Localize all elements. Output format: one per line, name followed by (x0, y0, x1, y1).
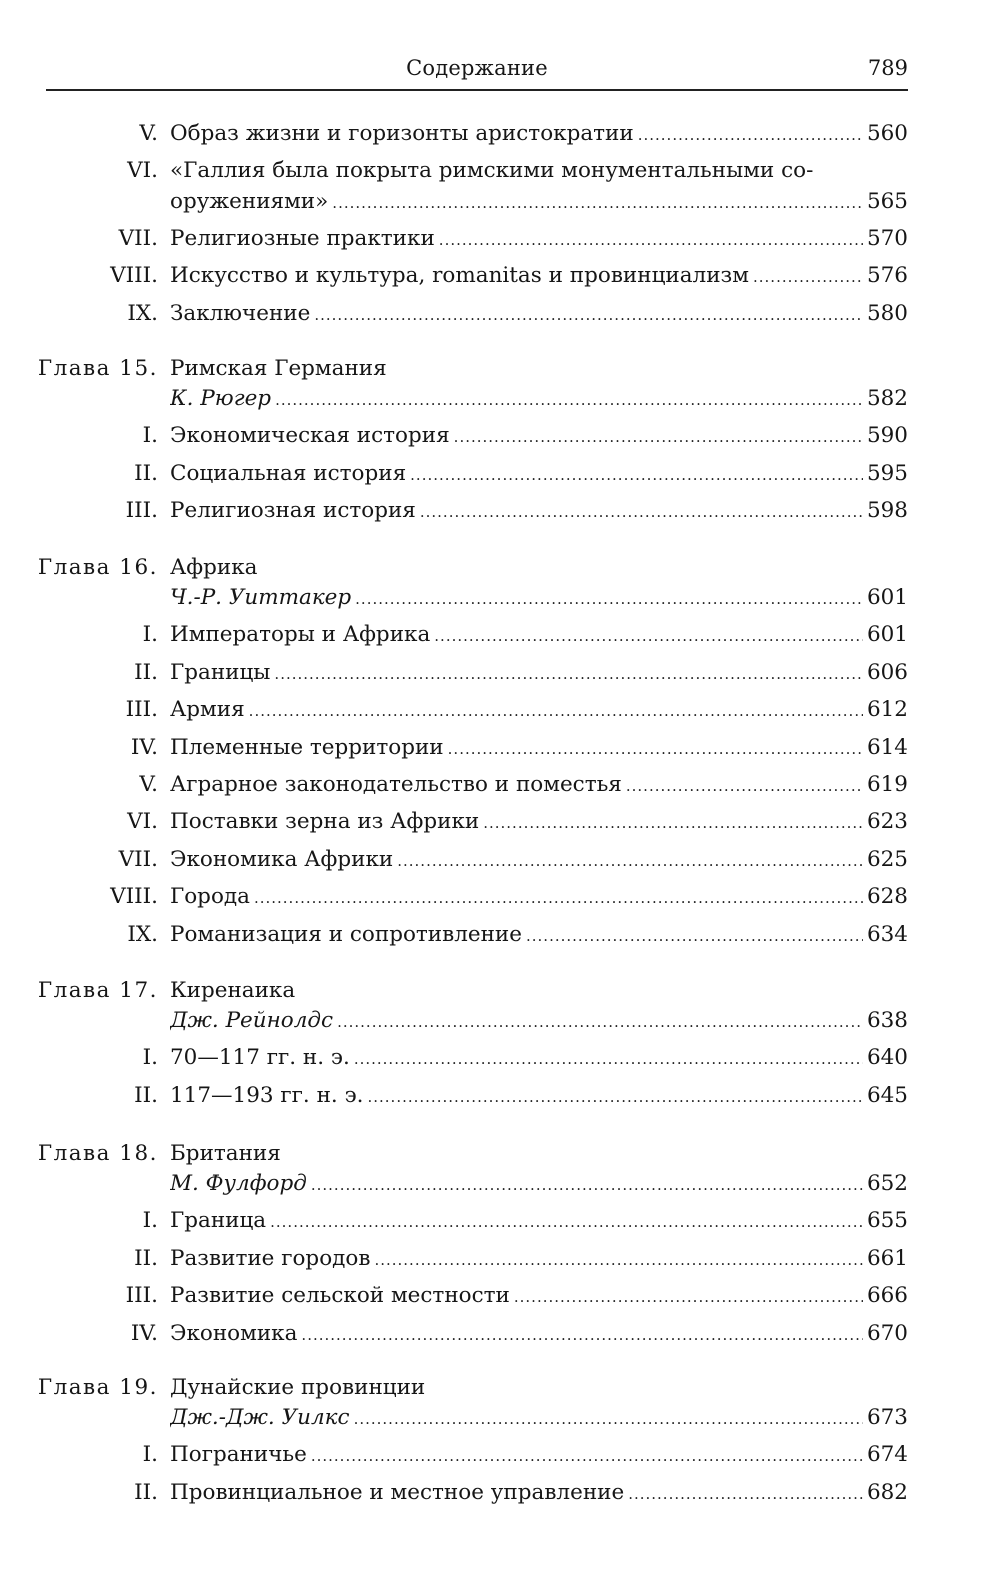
chapter-heading (10, 1373, 908, 1403)
dot-leader (254, 883, 863, 913)
entry-number: IV. (130, 1320, 158, 1346)
entry-title: Пограничье (170, 1442, 307, 1468)
entry-title: Императоры и Африка (170, 622, 431, 648)
entry-title: Граница (170, 1208, 267, 1234)
toc-entry (10, 1206, 908, 1236)
entry-page-number: 570 (866, 226, 908, 251)
entry-number: II. (134, 1245, 158, 1271)
entry-page-number: 565 (866, 189, 908, 214)
entry-title: Развитие сельской местности (170, 1283, 510, 1309)
chapter-label: Глава 16. (37, 555, 158, 580)
toc-entry (10, 807, 908, 837)
author-name: М. Фулфорд (170, 1171, 307, 1196)
dot-leader (311, 1441, 863, 1471)
dot-leader (274, 659, 863, 689)
toc-entry (10, 261, 908, 291)
dot-leader (301, 1320, 863, 1350)
dot-leader (628, 1479, 863, 1509)
entry-page-number: 606 (866, 659, 908, 685)
toc-entry (10, 1319, 908, 1349)
entry-title: Экономика (170, 1320, 298, 1346)
dot-leader (483, 808, 863, 838)
dot-leader (397, 846, 863, 876)
chapter-author (10, 384, 908, 414)
entry-title: Племенные территории (170, 734, 444, 760)
entry-page-number: 625 (866, 846, 908, 872)
dot-leader (367, 1082, 862, 1112)
entry-page-number: 652 (866, 1171, 908, 1196)
chapter-author (10, 583, 908, 613)
entry-page-number: 612 (866, 697, 908, 723)
chapter-author (10, 1403, 908, 1433)
entry-number: II. (134, 1479, 158, 1505)
entry-page-number: 576 (866, 263, 908, 288)
entry-title: Экономика Африки (170, 846, 394, 872)
entry-number: II. (134, 1082, 158, 1108)
entry-number: I. (142, 1442, 158, 1468)
entry-page-number: 582 (866, 386, 908, 411)
toc-entry (10, 1478, 908, 1508)
dot-leader (514, 1282, 863, 1312)
chapter-label: Глава 15. (37, 356, 158, 381)
entry-title: Границы (170, 659, 271, 685)
dot-leader (626, 771, 863, 801)
toc-entry (10, 845, 908, 875)
dot-leader (270, 1207, 863, 1237)
chapter-label: Глава 17. (37, 978, 158, 1003)
entry-page-number: 666 (866, 1283, 908, 1309)
author-name: Ч.-Р. Уиттакер (170, 585, 352, 610)
chapter-author (10, 1169, 908, 1199)
entry-page-number: 580 (866, 301, 908, 326)
dot-leader (332, 188, 863, 218)
entry-number: I. (142, 1045, 158, 1071)
dot-leader (355, 584, 863, 614)
dot-leader (526, 921, 863, 951)
toc-entry (10, 882, 908, 912)
toc-entry (10, 1281, 908, 1311)
entry-title: Армия (170, 697, 245, 723)
entry-page-number: 619 (866, 772, 908, 797)
entry-title: Города (170, 884, 250, 910)
entry-number: IX. (127, 301, 158, 326)
chapter-title: Киренаика (170, 978, 296, 1003)
chapter-heading (10, 553, 908, 583)
chapter-title: Британия (170, 1141, 281, 1166)
dot-leader (311, 1170, 863, 1200)
entry-page-number: 628 (866, 884, 908, 910)
entry-number: IX. (127, 921, 158, 947)
chapter-label: Глава 18. (37, 1141, 158, 1166)
entry-number: III. (125, 697, 158, 723)
entry-page-number: 645 (866, 1082, 908, 1108)
entry-page-number: 634 (866, 921, 908, 947)
entry-page-number: 598 (866, 498, 908, 524)
toc-entry (10, 658, 908, 688)
entry-number: IV. (130, 734, 158, 760)
entry-title: 117—193 гг. н. э. (170, 1082, 364, 1108)
entry-number: VIII. (110, 263, 158, 288)
dot-leader (337, 1007, 863, 1037)
entry-title: 70—117 гг. н. э. (170, 1045, 350, 1071)
entry-number: VI. (127, 809, 158, 835)
entry-title: Провинциальное и местное управление (170, 1479, 625, 1505)
entry-title: «Галлия была покрыта римскими монументальными со- (170, 158, 814, 183)
entry-page-number: 614 (866, 734, 908, 760)
toc-entry (10, 1043, 908, 1073)
entry-page-number: 623 (866, 809, 908, 835)
author-name: Дж.-Дж. Уилкс (170, 1405, 350, 1430)
chapter-author (10, 1006, 908, 1036)
entry-title: Искусство и культура, romanitas и провинциализм (170, 263, 749, 288)
entry-page-number: 560 (866, 121, 908, 146)
chapter-label: Глава 19. (37, 1375, 158, 1400)
toc-entry (10, 920, 908, 950)
entry-page-number: 673 (866, 1405, 908, 1430)
entry-title: Романизация и сопротивление (170, 921, 522, 947)
entry-page-number: 674 (866, 1442, 908, 1468)
entry-title: Экономическая история (170, 423, 450, 449)
entry-page-number: 601 (866, 585, 908, 610)
entry-title: Религиозная история (170, 498, 416, 524)
dot-leader (354, 1044, 863, 1074)
entry-number: VI. (127, 158, 158, 183)
dot-leader (410, 460, 863, 490)
entry-page-number: 661 (866, 1245, 908, 1271)
running-header-title: Содержание (406, 56, 548, 80)
entry-page-number: 595 (866, 460, 908, 486)
toc-entry (10, 733, 908, 763)
chapter-heading (10, 976, 908, 1006)
toc-entry (10, 119, 908, 149)
entry-page-number: 590 (866, 423, 908, 449)
toc-entry (10, 1440, 908, 1470)
toc-entry (10, 770, 908, 800)
toc-entry (10, 1244, 908, 1274)
entry-title: оружениями» (170, 189, 329, 214)
entry-number: VII. (118, 846, 158, 872)
entry-number: VII. (118, 226, 158, 251)
entry-page-number: 682 (866, 1479, 908, 1505)
entry-title: Аграрное законодательство и поместья (170, 772, 622, 797)
running-header (46, 50, 908, 88)
toc-entry (10, 1081, 908, 1111)
dot-leader (434, 621, 863, 651)
entry-number: III. (125, 498, 158, 524)
entry-number: VIII. (110, 884, 158, 910)
entry-title: Заключение (170, 301, 311, 326)
entry-page-number: 638 (866, 1008, 908, 1033)
entry-number: I. (142, 423, 158, 449)
entry-number: V. (139, 121, 158, 146)
dot-leader (354, 1404, 863, 1434)
toc-entry (10, 421, 908, 451)
toc-entry (10, 224, 908, 254)
entry-number: II. (134, 659, 158, 685)
entry-number: II. (134, 460, 158, 486)
dot-leader (454, 422, 863, 452)
entry-number: V. (139, 772, 158, 797)
entry-title: Образ жизни и горизонты аристократии (170, 121, 634, 146)
dot-leader (314, 300, 863, 330)
entry-title: Поставки зерна из Африки (170, 809, 480, 835)
entry-title: Религиозные практики (170, 226, 435, 251)
dot-leader (439, 225, 863, 255)
author-name: К. Рюгер (170, 386, 272, 411)
entry-page-number: 670 (866, 1320, 908, 1346)
entry-page-number: 640 (866, 1045, 908, 1071)
entry-number: I. (142, 1208, 158, 1234)
dot-leader (448, 734, 863, 764)
entry-number: I. (142, 622, 158, 648)
dot-leader (249, 696, 863, 726)
chapter-title: Дунайские провинции (170, 1375, 426, 1400)
toc-entry (10, 459, 908, 489)
toc-entry (10, 299, 908, 329)
entry-title: Социальная история (170, 460, 407, 486)
chapter-title: Римская Германия (170, 356, 387, 381)
dot-leader (420, 497, 863, 527)
dot-leader (374, 1245, 863, 1275)
toc-entry (10, 620, 908, 650)
toc-entry (10, 695, 908, 725)
entry-title: Развитие городов (170, 1245, 371, 1271)
entry-page-number: 601 (866, 622, 908, 648)
toc-entry (10, 156, 908, 186)
header-rule (46, 89, 908, 91)
chapter-heading (10, 1139, 908, 1169)
chapter-heading (10, 354, 908, 384)
author-name: Дж. Рейнолдс (170, 1008, 334, 1033)
dot-leader (275, 385, 863, 415)
chapter-title: Африка (170, 555, 258, 580)
entry-page-number: 655 (866, 1208, 908, 1234)
toc-entry-continuation (10, 187, 908, 217)
entry-number: III. (125, 1283, 158, 1309)
toc-entry (10, 496, 908, 526)
dot-leader (753, 262, 863, 292)
dot-leader (638, 120, 863, 150)
page-number: 789 (867, 56, 908, 80)
